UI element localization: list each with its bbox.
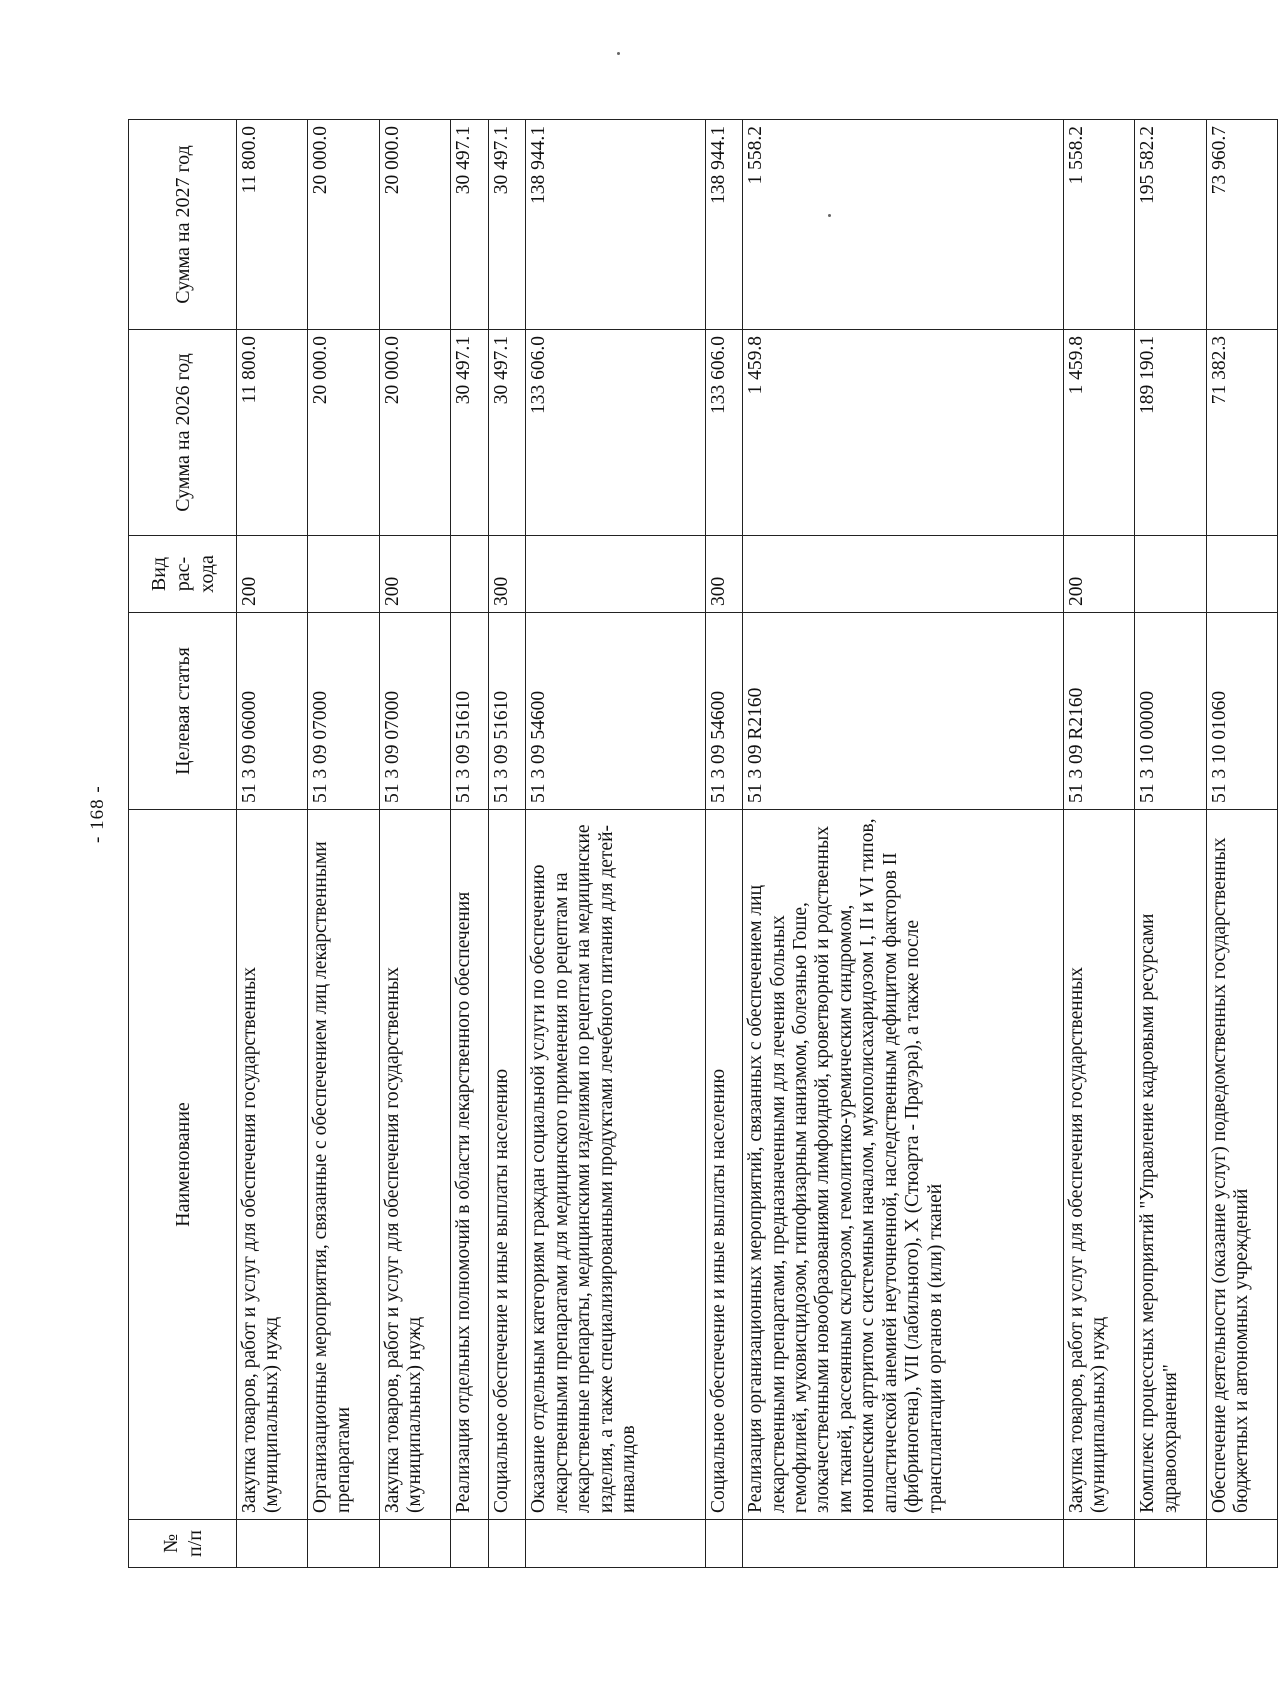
- header-num: № п/п: [129, 1520, 237, 1568]
- cell-name: Закупка товаров, работ и услуг для обеспечения государственных (муниципальных) нужд: [1063, 810, 1134, 1520]
- cell-sum-2027: 1 558.2: [1063, 120, 1134, 330]
- table-row: [237, 120, 308, 1568]
- cell-vid: [743, 536, 1064, 613]
- cell-vid: 200: [237, 536, 308, 613]
- cell-sum-2026: 11 800.0: [237, 330, 308, 536]
- budget-table-rotated: [128, 120, 1278, 1568]
- cell-sum-2027: 20 000.0: [308, 120, 379, 330]
- cell-vid: [526, 536, 705, 613]
- cell-vid: [451, 536, 489, 613]
- cell-name: Оказание отдельным категориям граждан социальной услуги по обеспечению лекарственными препаратами для медицинского применения по рецептам на лекарственные препараты, медицинскими изделиями по рецептам на медицинские изделия, а также специализированными продуктами лечебного питания для детей-инвалидов: [526, 810, 705, 1520]
- table-row: [526, 120, 705, 1568]
- cell-sum-2026: 189 190.1: [1135, 330, 1206, 536]
- cell-name: Реализация организационных мероприятий, связанных с обеспечением лиц лекарственными препаратами, предназначенными для лечения больных гемофилией, муковисцидозом, гипофизарным нанизмом, болезнью Гоше, злокачественными новообразованиями лимфоидной, кроветворной и родственных им тканей, рассеянным склерозом, гемолитико-уремическим синдромом, юношеским артритом с системным началом, мукополисахаридозом I, II и VI типов, апластической анемией неуточненной, наследственным дефицитом факторов II (фибриногена), VII (лабильного), X (Стюарта - Прауэра), а также после трансплантации органов и (или) тканей: [743, 810, 1064, 1520]
- cell-sum-2026: 30 497.1: [488, 330, 526, 536]
- cell-vid: [308, 536, 379, 613]
- cell-num: [526, 1520, 705, 1568]
- table-row: [705, 120, 743, 1568]
- table-row: [1135, 120, 1206, 1568]
- cell-num: [379, 1520, 450, 1568]
- cell-sum-2027: 1 558.2: [743, 120, 1064, 330]
- cell-name: Закупка товаров, работ и услуг для обеспечения государственных (муниципальных) нужд: [379, 810, 450, 1520]
- table-row: [451, 120, 489, 1568]
- cell-sum-2027: 30 497.1: [488, 120, 526, 330]
- table-row: [308, 120, 379, 1568]
- cell-code: 51 3 09 07000: [379, 613, 450, 810]
- cell-vid: 300: [705, 536, 743, 613]
- cell-sum-2026: 30 497.1: [451, 330, 489, 536]
- cell-sum-2027: 73 960.7: [1206, 120, 1278, 330]
- cell-name: Реализация отдельных полномочий в области лекарственного обеспечения: [451, 810, 489, 1520]
- cell-vid: [1206, 536, 1278, 613]
- cell-code: 51 3 09 51610: [451, 613, 489, 810]
- cell-sum-2026: 133 606.0: [705, 330, 743, 536]
- cell-vid: 300: [488, 536, 526, 613]
- page-number: - 168 -: [87, 785, 108, 843]
- cell-num: [1063, 1520, 1134, 1568]
- table-row: [743, 120, 1064, 1568]
- cell-name: Организационные мероприятия, связанные с обеспечением лиц лекарственными препаратами: [308, 810, 379, 1520]
- cell-code: 51 3 09 51610: [488, 613, 526, 810]
- table-row: [488, 120, 526, 1568]
- cell-code: 51 3 10 01060: [1206, 613, 1278, 810]
- cell-code: 51 3 09 07000: [308, 613, 379, 810]
- cell-sum-2027: 30 497.1: [451, 120, 489, 330]
- table-row: [379, 120, 450, 1568]
- cell-num: [1135, 1520, 1206, 1568]
- cell-num: [308, 1520, 379, 1568]
- cell-num: [743, 1520, 1064, 1568]
- table-row: [1206, 120, 1278, 1568]
- cell-code: 51 3 09 54600: [705, 613, 743, 810]
- cell-sum-2026: 20 000.0: [308, 330, 379, 536]
- cell-name: Социальное обеспечение и иные выплаты населению: [705, 810, 743, 1520]
- cell-code: 51 3 09 R2160: [743, 613, 1064, 810]
- cell-sum-2026: 71 382.3: [1206, 330, 1278, 536]
- table-header-row: [129, 120, 237, 1568]
- cell-sum-2027: 11 800.0: [237, 120, 308, 330]
- header-vid: Вид рас- хода: [129, 536, 237, 613]
- cell-code: 51 3 09 54600: [526, 613, 705, 810]
- cell-num: [237, 1520, 308, 1568]
- header-sum-2027: Сумма на 2027 год: [129, 120, 237, 330]
- cell-num: [451, 1520, 489, 1568]
- cell-num: [1206, 1520, 1278, 1568]
- cell-code: 51 3 09 06000: [237, 613, 308, 810]
- cell-sum-2026: 133 606.0: [526, 330, 705, 536]
- cell-sum-2026: 1 459.8: [743, 330, 1064, 536]
- scan-speck: [617, 52, 620, 55]
- cell-name: Обеспечение деятельности (оказание услуг) подведомственных государственных бюджетных и автономных учреждений: [1206, 810, 1278, 1520]
- cell-name: Закупка товаров, работ и услуг для обеспечения государственных (муниципальных) нужд: [237, 810, 308, 1520]
- cell-name: Комплекс процессных мероприятий "Управление кадровыми ресурсами здравоохранения": [1135, 810, 1206, 1520]
- cell-vid: 200: [379, 536, 450, 613]
- cell-sum-2027: 20 000.0: [379, 120, 450, 330]
- header-name: Наименование: [129, 810, 237, 1520]
- cell-vid: 200: [1063, 536, 1134, 613]
- cell-sum-2026: 20 000.0: [379, 330, 450, 536]
- cell-vid: [1135, 536, 1206, 613]
- budget-table: [128, 119, 1278, 1568]
- cell-num: [488, 1520, 526, 1568]
- cell-sum-2027: 195 582.2: [1135, 120, 1206, 330]
- cell-code: 51 3 10 00000: [1135, 613, 1206, 810]
- cell-name: Социальное обеспечение и иные выплаты населению: [488, 810, 526, 1520]
- cell-code: 51 3 09 R2160: [1063, 613, 1134, 810]
- header-code: Целевая статья: [129, 613, 237, 810]
- cell-sum-2027: 138 944.1: [526, 120, 705, 330]
- cell-sum-2026: 1 459.8: [1063, 330, 1134, 536]
- table-row: [1063, 120, 1134, 1568]
- header-sum-2026: Сумма на 2026 год: [129, 330, 237, 536]
- cell-sum-2027: 138 944.1: [705, 120, 743, 330]
- cell-num: [705, 1520, 743, 1568]
